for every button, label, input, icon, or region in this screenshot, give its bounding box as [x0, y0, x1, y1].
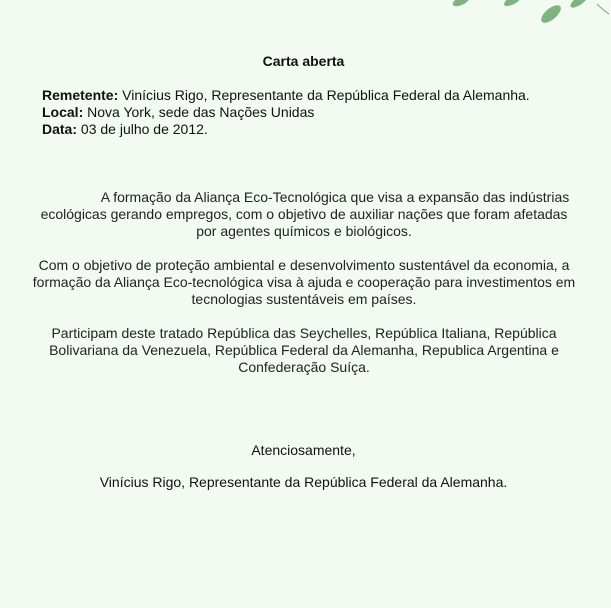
location-row	[42, 104, 530, 121]
location-label: Local:	[42, 104, 84, 120]
location-value: Nova York, sede das Nações Unidas	[87, 104, 315, 120]
body-paragraph-1: A formação da Aliança Eco-Tecnológica que visa a expansão das indústrias ecológicas gerando empregos, com o objetivo de auxiliar nações que foram afetadas por agentes químicos e biológicos.	[40, 189, 570, 239]
letter-header	[42, 87, 530, 138]
sender-label: Remetente:	[42, 87, 119, 103]
letter-title: Carta aberta	[262, 53, 345, 69]
closing-salutation: Atenciosamente,	[251, 442, 356, 458]
sender-row	[42, 87, 530, 104]
date-row	[42, 121, 530, 138]
signature-line: Vinícius Rigo, Representante da República Federal da Alemanha.	[99, 474, 508, 490]
sender-value: Vinícius Rigo, Representante da República Federal da Alemanha.	[122, 87, 530, 103]
date-label: Data:	[42, 121, 78, 137]
date-value: 03 de julho de 2012.	[80, 121, 208, 137]
body-paragraph-2: Com o objetivo de proteção ambiental e desenvolvimento sustentável da economia, a formação da Aliança Eco-tecnológica visa à ajuda e cooperação para investimentos em tecnologias sustentáveis em países.	[32, 257, 576, 307]
body-paragraph-3: Participam deste tratado República das Seychelles, República Italiana, República Bolivariana da Venezuela, República Federal da Alemanha, Republica Argentina e Confederação Suíça.	[49, 325, 559, 375]
